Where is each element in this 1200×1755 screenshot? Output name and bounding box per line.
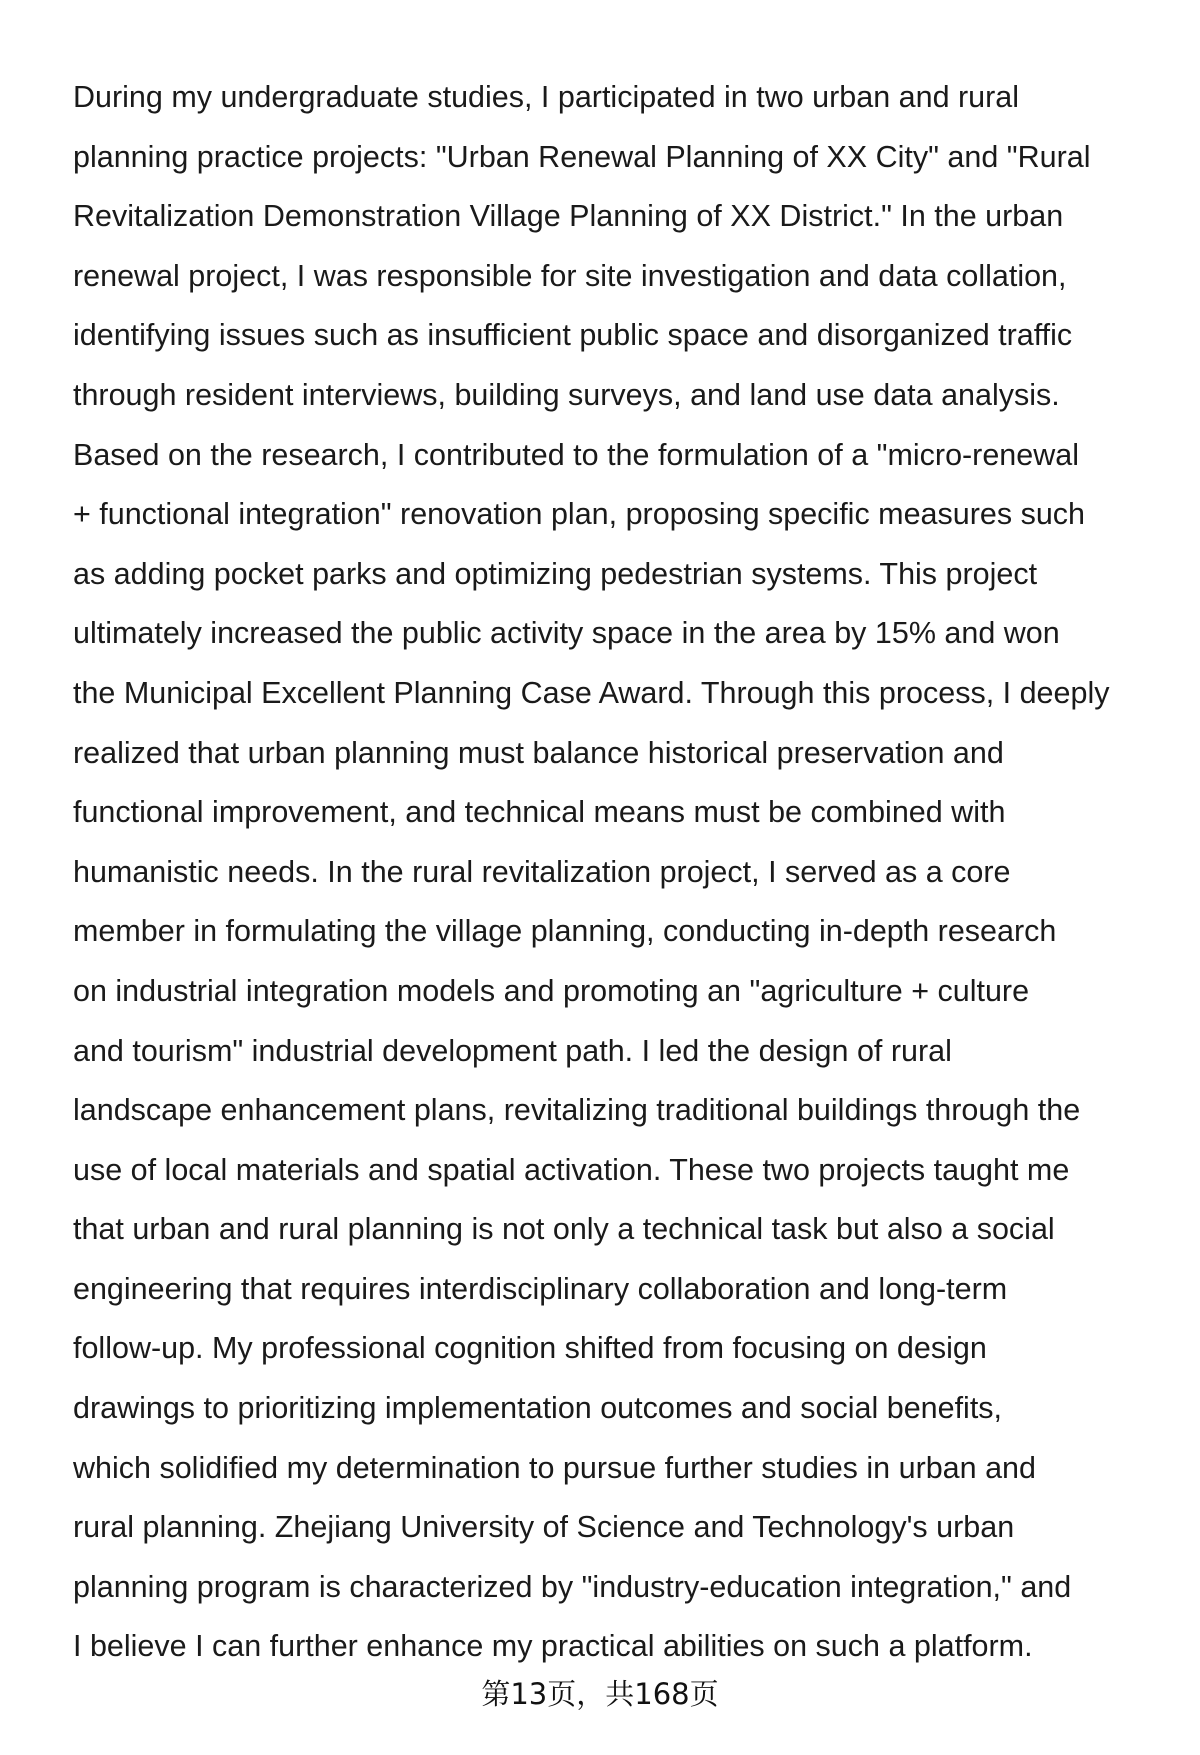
text-line: use of local materials and spatial activation. These two projects taught me: [73, 1152, 1070, 1187]
text-line: on industrial integration models and promoting an "agriculture + culture: [73, 973, 1030, 1008]
text-line: member in formulating the village planning, conducting in-depth research: [73, 914, 1057, 949]
text-line: Revitalization Demonstration Village Planning of XX District." In the urban: [73, 199, 1064, 234]
text-line: drawings to prioritizing implementation outcomes and social benefits,: [73, 1391, 1003, 1426]
text-line: Based on the research, I contributed to the formulation of a "micro-renewal: [73, 437, 1079, 472]
text-line: and tourism" industrial development path. I led the design of rural: [73, 1033, 952, 1068]
text-line: rural planning. Zhejiang University of Science and Technology's urban: [73, 1510, 1015, 1545]
text-line: engineering that requires interdisciplinary collaboration and long-term: [73, 1271, 1008, 1306]
text-line: follow-up. My professional cognition shifted from focusing on design: [73, 1331, 987, 1366]
text-line: realized that urban planning must balance historical preservation and: [73, 735, 1004, 770]
text-line: + functional integration" renovation plan, proposing specific measures such: [73, 497, 1085, 532]
text-line: renewal project, I was responsible for site investigation and data collation,: [73, 258, 1067, 293]
text-line: During my undergraduate studies, I participated in two urban and rural: [73, 80, 1020, 114]
text-line: planning program is characterized by "industry-education integration," and: [73, 1569, 1072, 1604]
text-line: I believe I can further enhance my practical abilities on such a platform.: [73, 1629, 1033, 1664]
text-line: through resident interviews, building surveys, and land use data analysis.: [73, 377, 1060, 412]
text-line: functional improvement, and technical means must be combined with: [73, 795, 1006, 830]
page-number-footer: 第13页，共168页: [481, 1677, 719, 1711]
text-line: ultimately increased the public activity space in the area by 15% and won: [73, 616, 1060, 651]
text-line: landscape enhancement plans, revitalizing traditional buildings through the: [73, 1093, 1081, 1128]
text-line: that urban and rural planning is not only a technical task but also a social: [73, 1212, 1055, 1247]
text-line: humanistic needs. In the rural revitalization project, I served as a core: [73, 854, 1011, 889]
text-line: the Municipal Excellent Planning Case Award. Through this process, I deeply: [73, 675, 1110, 710]
text-line: identifying issues such as insufficient public space and disorganized traffic: [73, 318, 1073, 353]
text-line: as adding pocket parks and optimizing pedestrian systems. This project: [73, 556, 1038, 591]
body-paragraph: [73, 68, 1173, 1677]
text-line: planning practice projects: "Urban Renewal Planning of XX City" and "Rural: [73, 139, 1091, 174]
text-line: which solidified my determination to pursue further studies in urban and: [73, 1450, 1036, 1485]
